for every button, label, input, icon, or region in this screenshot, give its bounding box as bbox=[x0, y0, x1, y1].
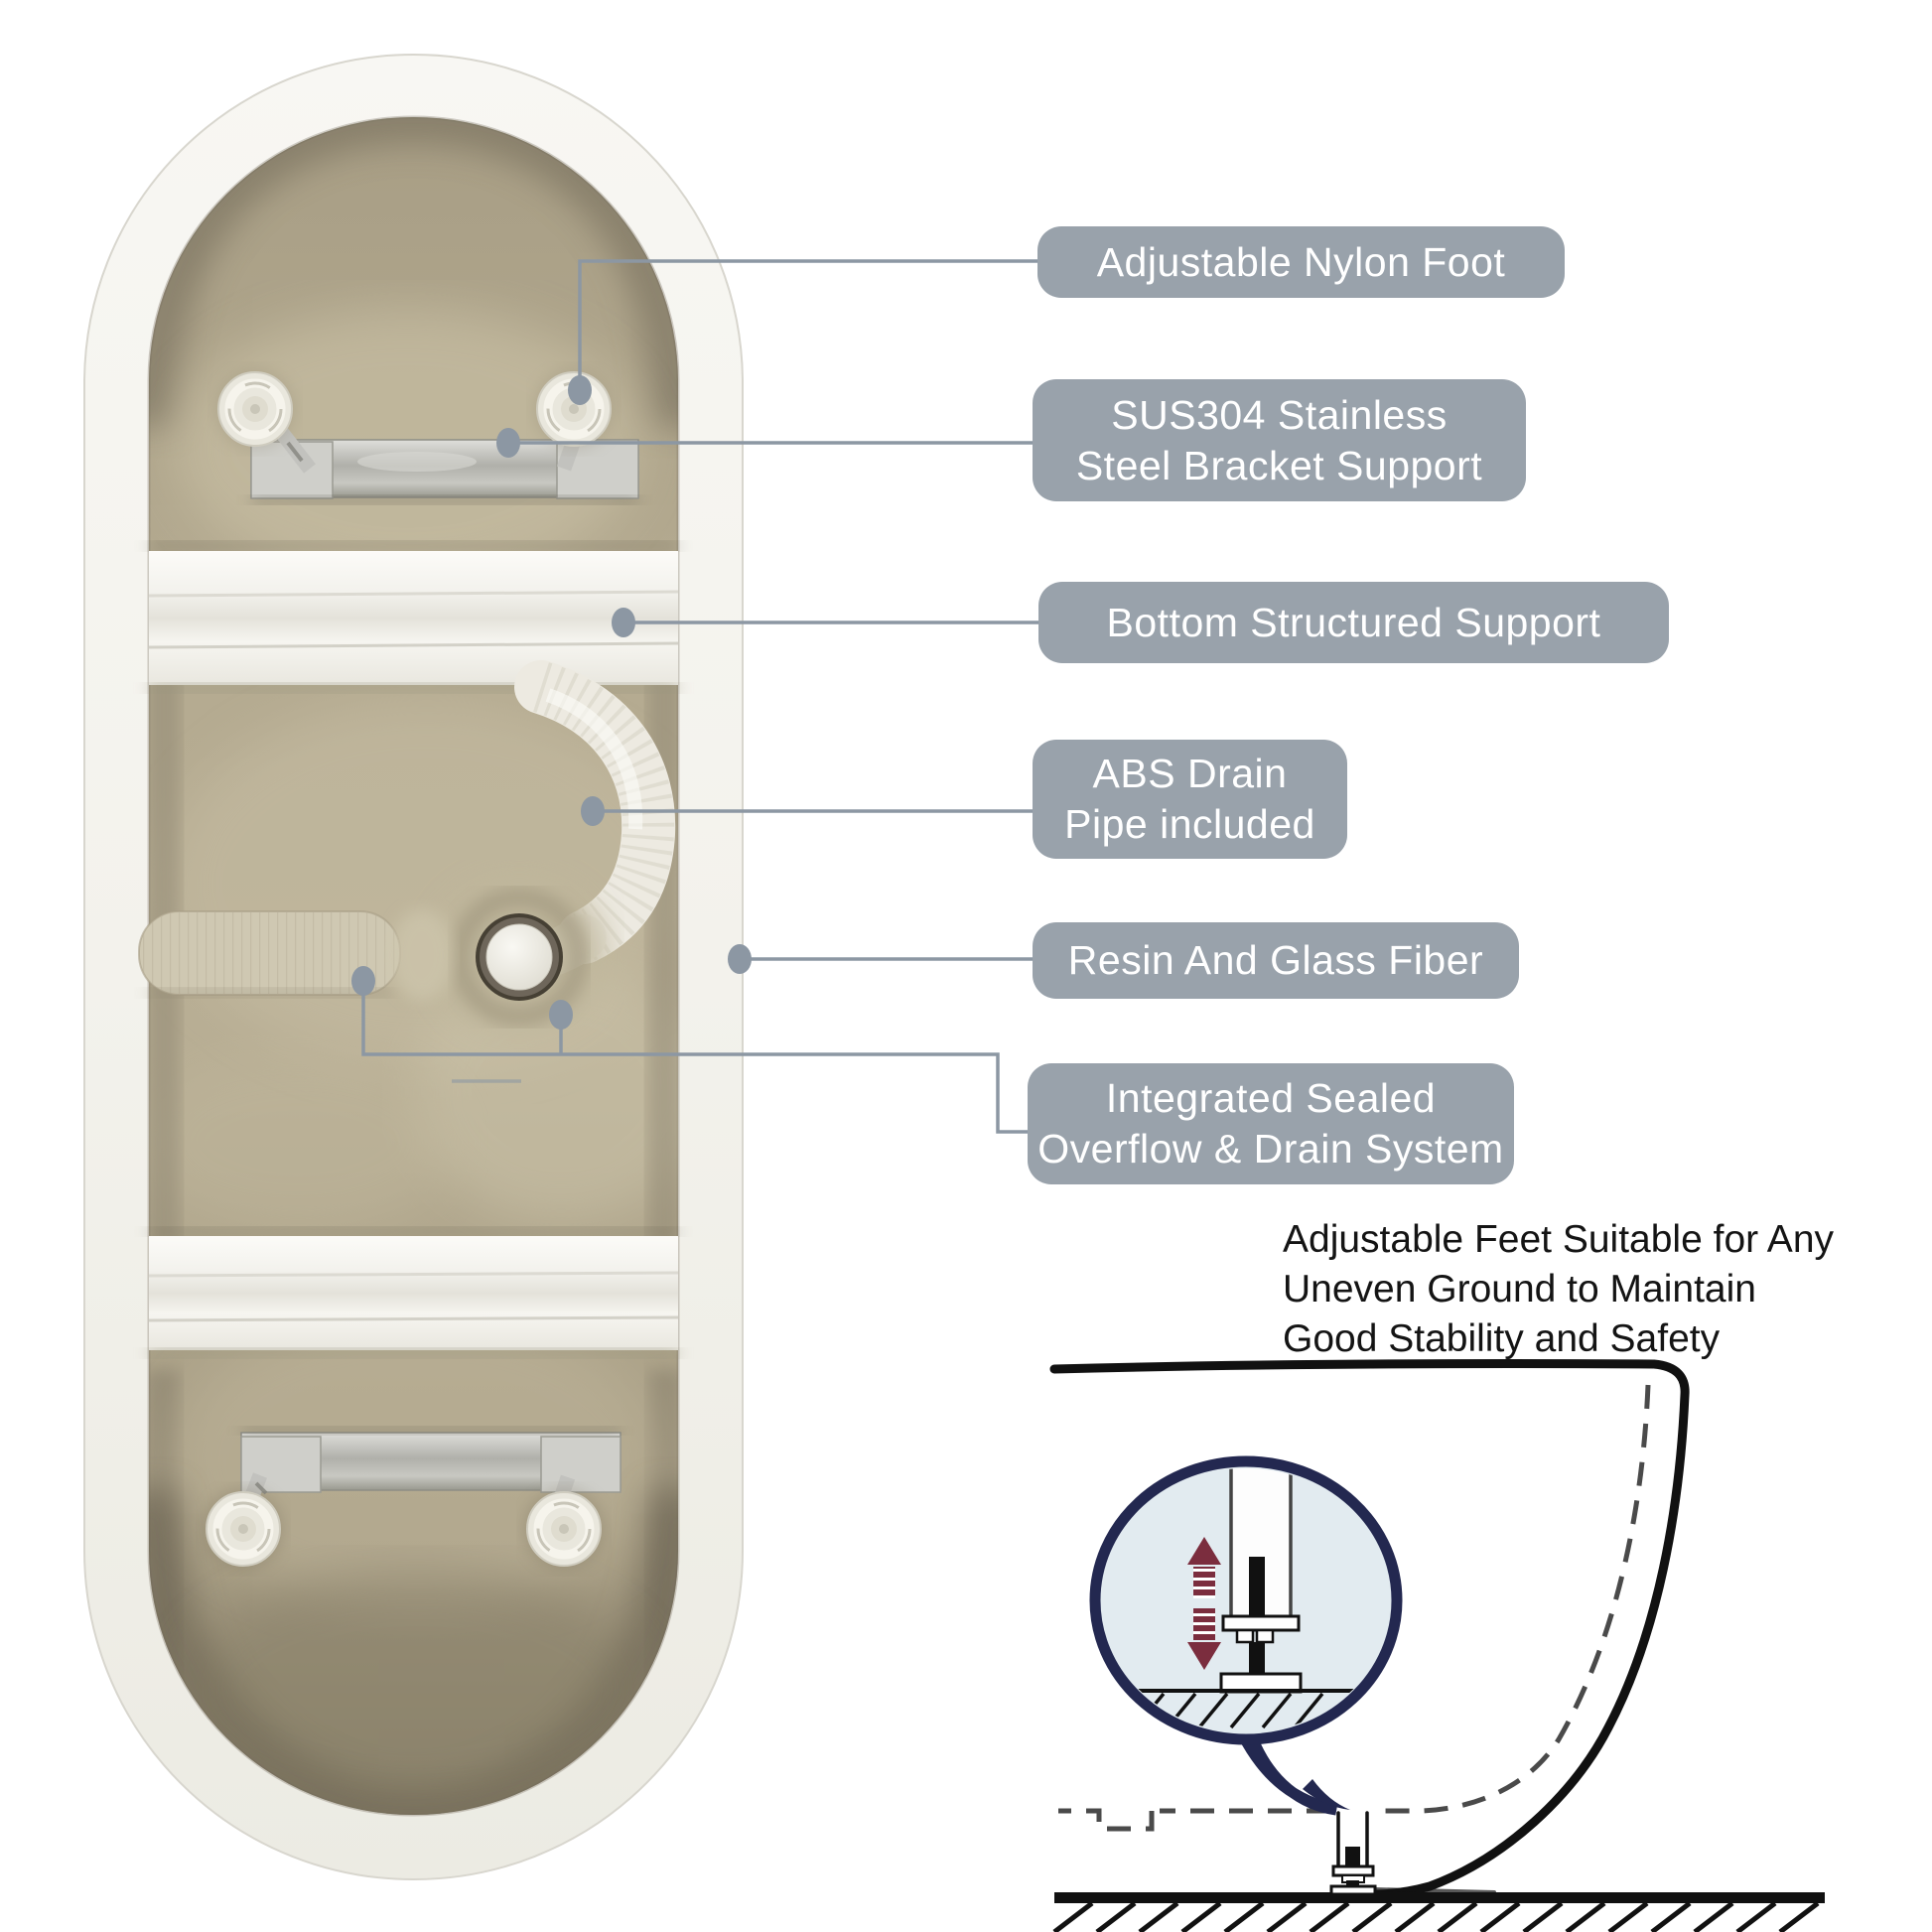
callout-resin-glass-fiber bbox=[1033, 922, 1519, 999]
tub-underside-photo bbox=[84, 55, 743, 1879]
callout-label: ABS Drain bbox=[1092, 751, 1288, 797]
callout-label: Resin And Glass Fiber bbox=[1067, 937, 1484, 984]
drain-assembly bbox=[432, 876, 607, 1035]
adjustable-foot-diagram bbox=[1054, 1364, 1825, 1932]
note-line: Uneven Ground to Maintain bbox=[1283, 1268, 1756, 1311]
callout-label: Bottom Structured Support bbox=[1106, 599, 1601, 645]
note-line: Adjustable Feet Suitable for Any bbox=[1283, 1218, 1835, 1261]
ground-line bbox=[1054, 1892, 1825, 1903]
tub-profile-inner-dashed bbox=[1372, 1385, 1648, 1811]
magnifier-bubble bbox=[1095, 1459, 1397, 1810]
callout-label: Integrated Sealed bbox=[1105, 1075, 1437, 1122]
adjustable-feet-note bbox=[1283, 1215, 1834, 1364]
nylon-foot-top-left bbox=[215, 369, 295, 449]
overflow-bar bbox=[139, 909, 454, 1001]
ground-hatching bbox=[1054, 1903, 1818, 1932]
adjustable-foot-small bbox=[1331, 1813, 1375, 1894]
callout-label: SUS304 Stainless bbox=[1111, 391, 1448, 438]
nylon-foot-bottom-left bbox=[204, 1489, 283, 1569]
nylon-foot-bottom-right bbox=[524, 1489, 604, 1569]
callout-integrated-sealed-overflow: Integrated Sealed Overflow & Drain System bbox=[1028, 1063, 1514, 1184]
callout-label: Adjustable Nylon Foot bbox=[1096, 238, 1506, 285]
callout-abs-drain-pipe: ABS Drain Pipe included bbox=[1033, 740, 1347, 859]
drain-cap bbox=[486, 924, 552, 990]
callout-adjustable-nylon-foot bbox=[1037, 226, 1565, 298]
callout-sus304-bracket: SUS304 Stainless Steel Bracket Support bbox=[1033, 379, 1526, 501]
callout-bottom-structured-support bbox=[1038, 582, 1669, 663]
note-line: Good Stability and Safety bbox=[1283, 1317, 1721, 1360]
